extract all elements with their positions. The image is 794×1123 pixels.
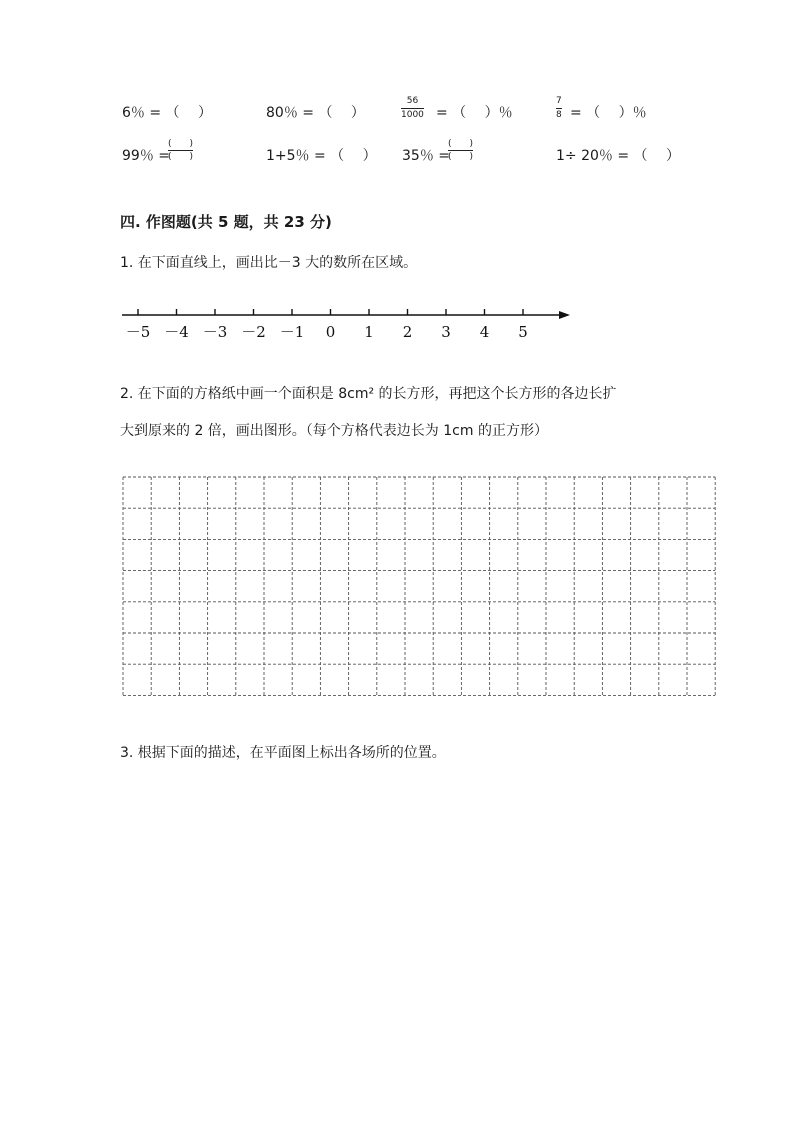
number-line-tick-label: 5 xyxy=(518,323,528,341)
eq-99-percent: 99％ = xyxy=(122,148,170,164)
fraction-denominator: 1000 xyxy=(401,110,424,120)
number-line-tick-label: 3 xyxy=(441,323,451,341)
eq-35-percent: 35％ = xyxy=(402,148,450,164)
question-2-line-1: 2. 在下面的方格纸中画一个面积是 8cm² 的长方形，再把这个长方形的各边长扩 xyxy=(120,386,617,402)
fraction-numerator: 7 xyxy=(556,96,562,106)
number-line-tick-label: －3 xyxy=(202,323,228,341)
fraction-bar xyxy=(401,108,424,109)
eq-1-div-20-percent: 1÷ 20％ = （ ） xyxy=(556,148,680,164)
number-line-arrow-icon xyxy=(559,311,570,319)
fraction-numerator: ( ) xyxy=(448,139,474,149)
number-line-tick-label: 0 xyxy=(325,323,336,341)
question-1-text: 1. 在下面直线上，画出比－3 大的数所在区域。 xyxy=(120,255,418,271)
fraction-bar xyxy=(168,150,193,151)
fraction-bar xyxy=(448,150,473,151)
answer-fraction-99 xyxy=(168,139,193,162)
number-line-tick-label: 2 xyxy=(402,323,413,341)
question-2-line-2: 大到原来的 2 倍，画出图形。（每个方格代表边长为 1cm 的正方形） xyxy=(120,423,548,439)
square-grid[interactable] xyxy=(122,476,718,696)
fraction-denominator: 8 xyxy=(556,110,562,120)
eq-6-percent: 6％ = （ ） xyxy=(122,105,212,121)
fraction-56-1000 xyxy=(401,96,424,121)
answer-fraction-35 xyxy=(448,139,473,162)
fraction-numerator: 56 xyxy=(406,96,419,106)
question-3-text: 3. 根据下面的描述，在平面图上标出各场所的位置。 xyxy=(120,745,446,761)
fraction-denominator: ( ) xyxy=(168,152,194,162)
number-line-tick-label: －4 xyxy=(164,323,189,341)
number-line-tick-label: 1 xyxy=(364,323,374,341)
fraction-denominator: ( ) xyxy=(448,152,474,162)
fraction-7-8 xyxy=(556,96,562,121)
number-line-tick-label: －2 xyxy=(241,323,266,341)
fraction-bar xyxy=(556,108,562,109)
eq-7-8-rest: = （ ）％ xyxy=(570,105,647,121)
eq-1-plus-5-percent: 1+5％ = （ ） xyxy=(266,148,377,164)
number-line-tick-label: －1 xyxy=(279,323,305,341)
fraction-numerator: ( ) xyxy=(168,139,194,149)
section-title: 四. 作图题(共 5 题，共 23 分) xyxy=(120,213,332,231)
eq-80-percent: 80％ = （ ） xyxy=(266,105,365,121)
eq-56-1000-rest: = （ ）％ xyxy=(436,105,513,121)
number-line-tick-label: －5 xyxy=(125,323,151,341)
number-line-tick-label: 4 xyxy=(479,323,490,341)
number-line xyxy=(118,300,578,350)
